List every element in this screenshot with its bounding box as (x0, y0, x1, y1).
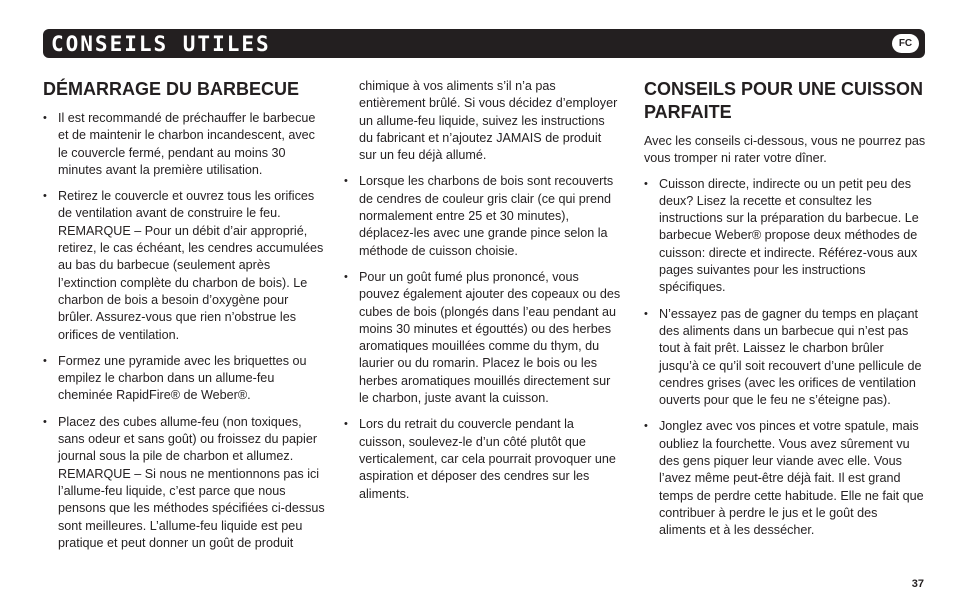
column-continued (344, 78, 622, 512)
list-item: • N’essayez pas de gagner du temps en plaçant des aliments dans un barbecue qui n’est pas tout à fait prêt. Laissez le charbon brûler jusqu’à ce qu’il soit recouvert d’une pellicule de cendres grises (avec les orifices de ventilation ouverts pour que le feu ne s’éteigne pas). (644, 306, 926, 410)
list-item: • Cuisson directe, indirecte ou un petit peu des deux? Lisez la recette et consultez les instructions sur la préparation du barbecue. Le barbecue Weber® propose deux méthodes de cuisson: directe et indirecte. Référez-vous aux pages suivantes pour les instructions spécifiques. (644, 176, 926, 297)
bullet-list (644, 176, 926, 540)
list-item: • Lorsque les charbons de bois sont recouverts de cendres de couleur gris clair (ce qui prend normalement entre 25 et 30 minutes), déplacez-les avec une grande pince selon la méthode de cuisson choisie. (344, 173, 622, 259)
list-item-continuation: chimique à vos aliments s’il n’a pas entièrement brûlé. Si vous décidez d’employer un allume-feu liquide, suivez les instructions du fabricant et n’ajoutez JAMAIS de produit sur un feu déjà allumé. (359, 79, 618, 163)
column-barbecue-start (43, 78, 326, 561)
list-item: • Formez une pyramide avec les briquettes ou empilez le charbon dans un allume-feu cheminée RapidFire® de Weber®. (43, 353, 326, 405)
list-item: • Retirez le couvercle et ouvrez tous les orifices de ventilation avant de construire le feu. REMARQUE – Pour un débit d’air approprié, retirez, le cas échéant, les cendres accumulées au bas du barbecue (seulement après l’extinction complète du charbon de bois). Le charbon de bois a besoin d’oxygène pour brûler. Assurez-vous que rien n’obstrue les orifices de ventilation. (43, 188, 326, 344)
list-item: • Jonglez avec vos pinces et votre spatule, mais oubliez la fourchette. Vous avez sûrement vu des gens piquer leur viande avec elle. Vous l’avez même peut-être déjà fait. Il est grand temps de perdre cette habitude. Elle ne fait que contribuer à perdre le jus et le goût des aliments et à les dessécher. (644, 418, 926, 539)
language-badge: FC (892, 34, 919, 53)
section-heading-barbecue-start: DÉMARRAGE DU BARBECUE (43, 79, 300, 99)
section-banner (43, 29, 925, 58)
list-item: • Lors du retrait du couvercle pendant la cuisson, soulevez-le d’un côté plutôt que verticalement, car cela pourrait provoquer une aspiration et déposer des cendres sur les aliments. (344, 416, 622, 502)
bullet-list (344, 173, 622, 502)
bullet-list (43, 110, 326, 552)
column-cooking-tips (644, 78, 926, 549)
list-item: • Pour un goût fumé plus prononcé, vous pouvez également ajouter des copeaux ou des cubes de bois (plongés dans l’eau pendant au moins 30 minutes et égouttés) ou des herbes aromatiques mouillées comme du thym, du laurier ou du romarin. Placez le bois ou les herbes aromatiques mouillés directement sur le charbon, juste avant la cuisson. (344, 269, 622, 407)
page-title: CONSEILS UTILES (51, 32, 271, 56)
list-item: • Il est recommandé de préchauffer le barbecue et de maintenir le charbon incandescent, avec le couvercle fermé, pendant au moins 30 minutes avant la première utilisation. (43, 110, 326, 179)
intro-paragraph: Avec les conseils ci-dessous, vous ne pourrez pas vous tromper ni rater votre dîner. (644, 134, 926, 166)
list-item: • Placez des cubes allume-feu (non toxiques, sans odeur et sans goût) ou froissez du papier journal sous la pile de charbon et allumez. REMARQUE – Si nous ne mentionnons pas ici l’allume-feu liquide, c’est parce que nous pensons que les méthodes spécifiées ci-dessus sont meilleures. L’allume-feu liquide est peu pratique et peut donner un goût de produit (43, 414, 326, 552)
section-heading-cooking-tips: CONSEILS POUR UNE CUISSON PARFAITE (644, 79, 924, 122)
page-number: 37 (911, 578, 924, 590)
